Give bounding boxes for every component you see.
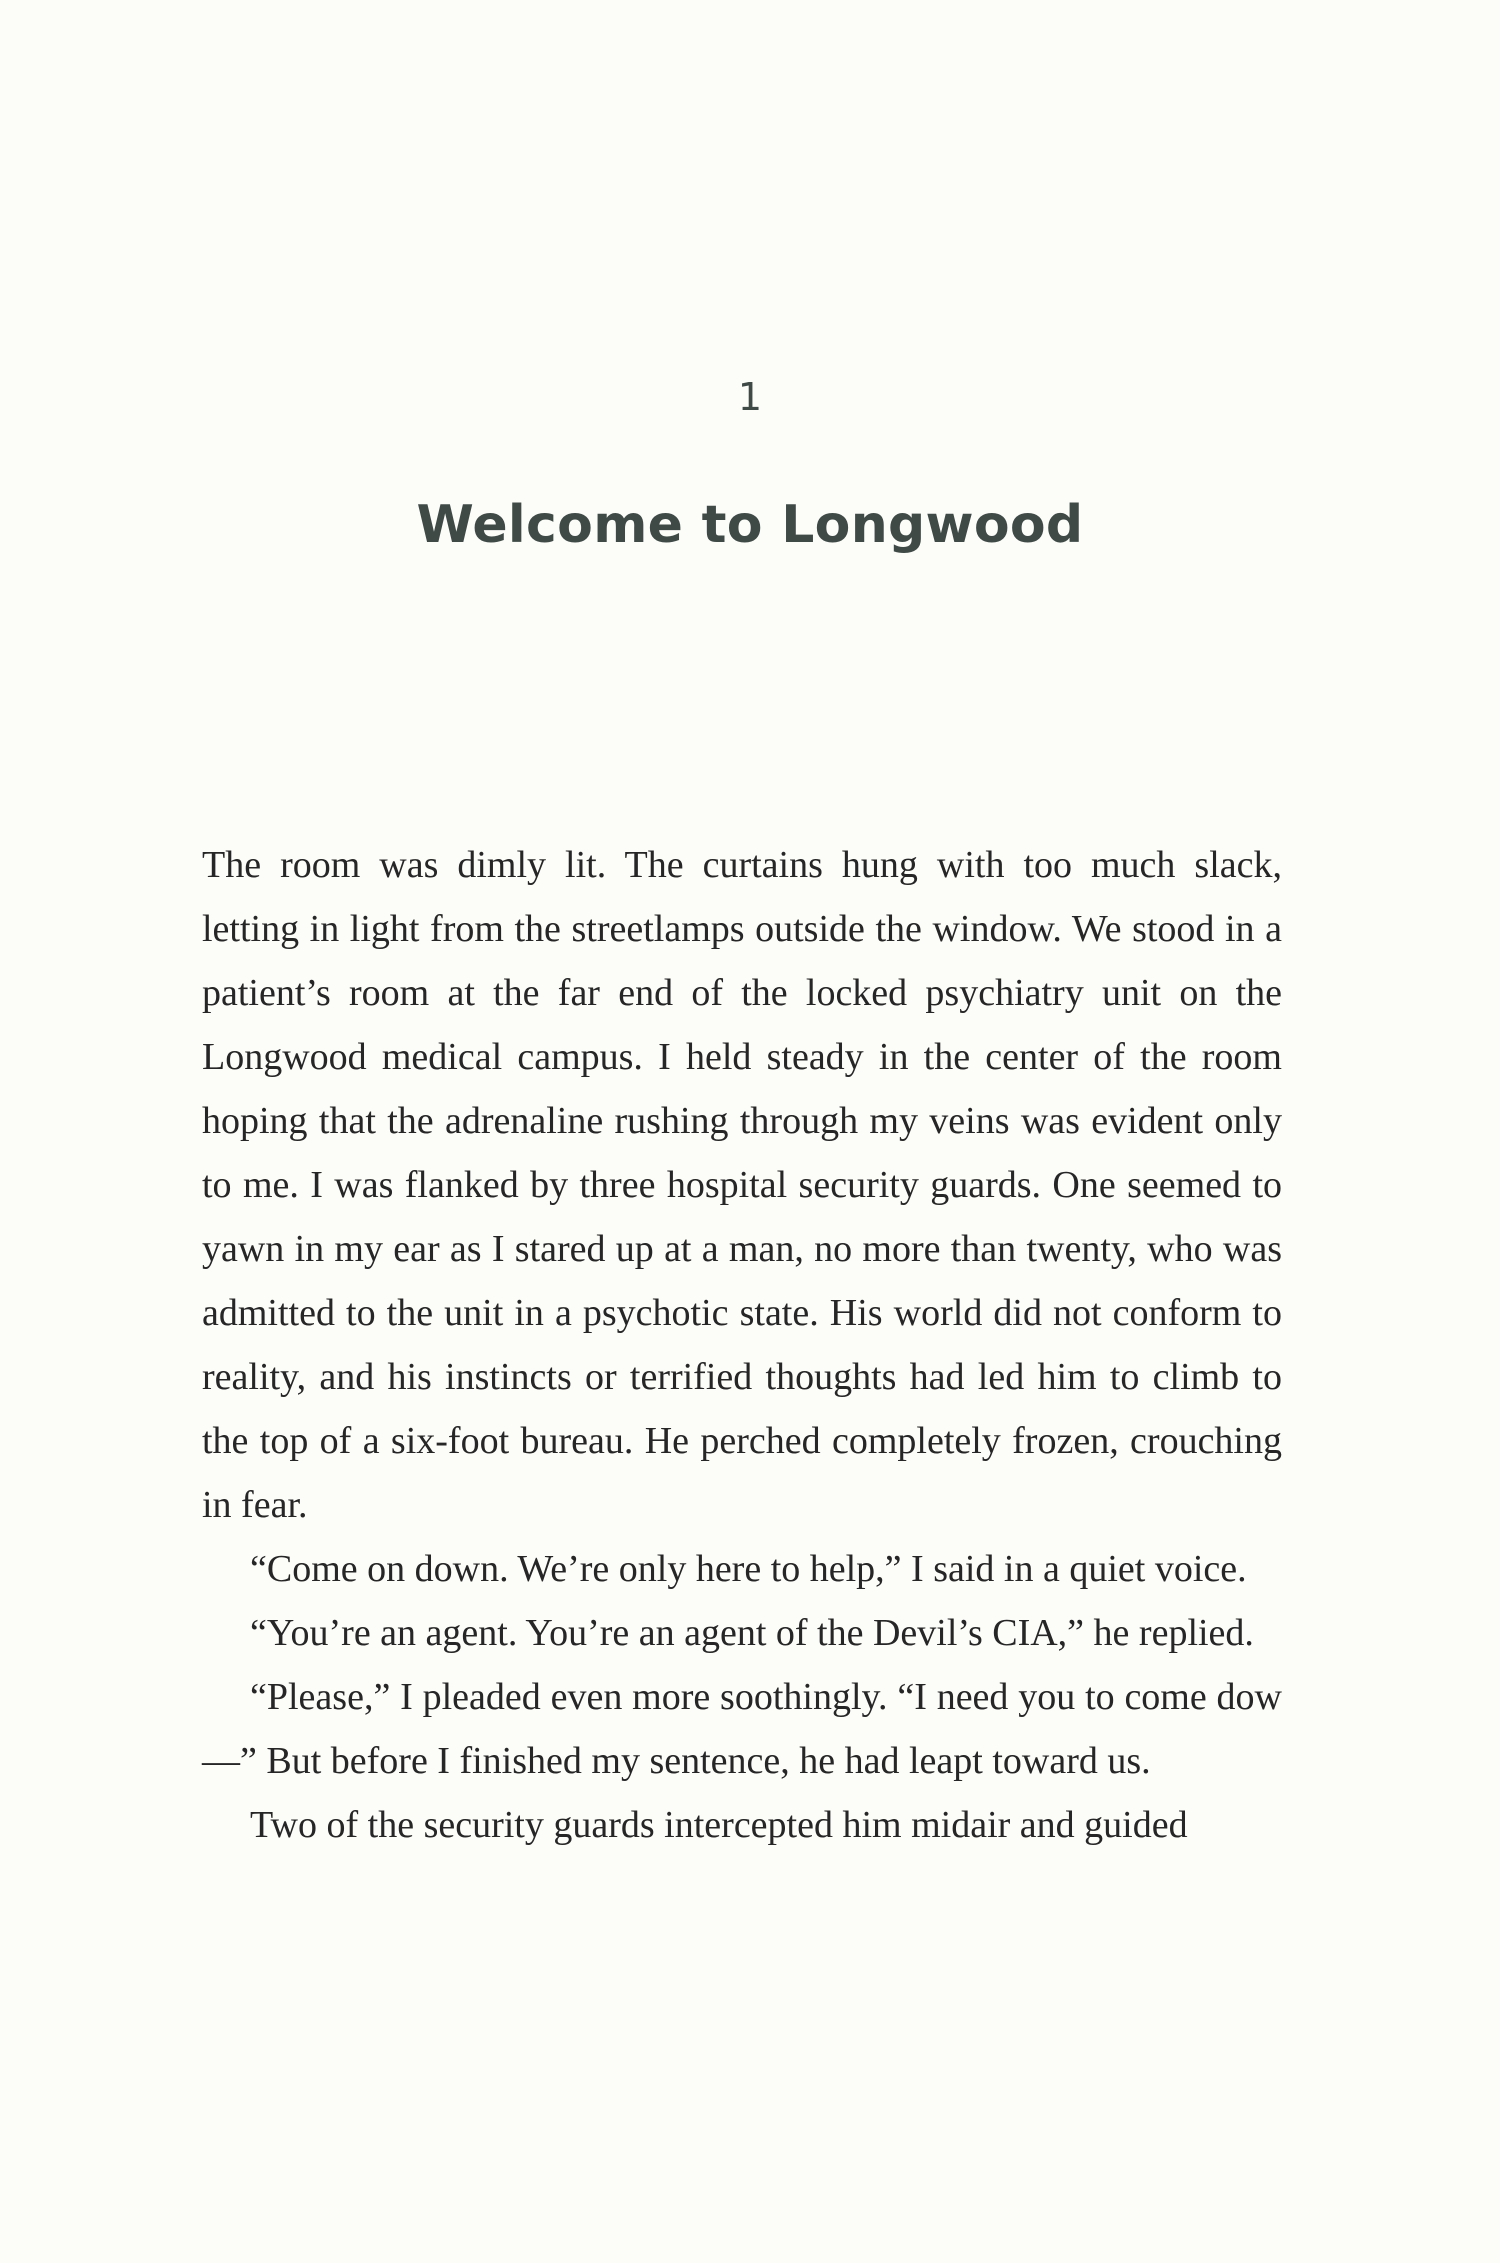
- paragraph-1: The room was dimly lit. The curtains hung with too much slack, letting in light from the streetlamps outside the window. We stood in a patient’s room at the far end of the locked psychiatry unit on the Longwood medical campus. I held steady in the center of the room hoping that the adrenaline rushing through my veins was evident only to me. I was flanked by three hospital security guards. One seemed to yawn in my ear as I stared up at a man, no more than twenty, who was admitted to the unit in a psychotic state. His world did not conform to reality, and his instincts or terrified thoughts had led him to climb to the top of a six-foot bureau. He perched completely frozen, crouching in fear.: [202, 844, 1282, 1526]
- paragraph-2: “Come on down. We’re only here to help,” I said in a quiet voice.: [250, 1548, 1247, 1590]
- chapter-title: Welcome to Longwood: [416, 495, 1084, 555]
- paragraph-3: “You’re an agent. You’re an agent of the Devil’s CIA,” he replied.: [250, 1612, 1254, 1654]
- paragraph-4: “Please,” I pleaded even more soothingly. “I need you to come dow—” But before I finished my sentence, he had leapt toward us.: [202, 1676, 1282, 1782]
- paragraph-5: Two of the security guards intercepted him midair and guided: [250, 1804, 1188, 1846]
- chapter-body: [202, 833, 1282, 1857]
- chapter-number: 1: [737, 375, 763, 419]
